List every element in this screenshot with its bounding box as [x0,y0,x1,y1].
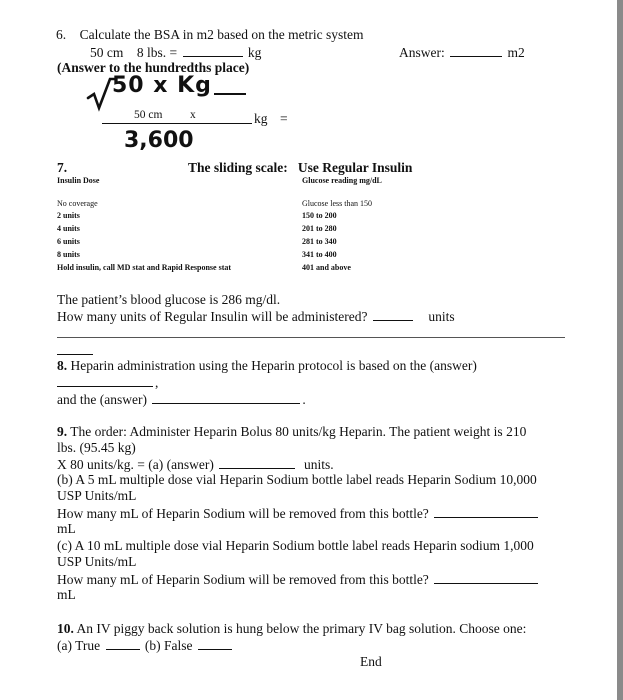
q6-kg-unit: kg [247,45,262,60]
q7-title [188,160,412,176]
q6-prompt: Calculate the BSA in m2 based on the metric system [79,27,364,42]
q6-precision-note: (Answer to the hundredths place) [57,60,250,75]
sliding-scale-row: 401 and above [302,263,351,272]
q9-line3 [57,456,334,473]
q8-answer2-blank[interactable] [152,391,300,404]
q8-number: 8. [57,358,68,373]
q8-text: Heparin administration using the Heparin protocol is based on the (answer) [70,358,477,373]
sliding-scale-row: 281 to 340 [302,237,337,246]
sliding-scale-row: Glucose less than 150 [302,199,372,208]
scrollbar[interactable] [617,0,623,700]
q9-a-answer-blank[interactable] [219,456,295,469]
q10-options [57,637,234,654]
q10-text: An IV piggy back solution is hung below the primary IV bag solution. Choose one: [76,621,527,636]
q6-formula-cm: 50 cm [134,109,163,121]
q9-line3a: X 80 units/kg. = (a) (answer) [57,457,214,472]
q7-unit: units [428,309,455,324]
q6-formula-x: x [190,109,196,121]
sliding-scale-row: 341 to 400 [302,250,337,259]
q6-formula-eq: = [280,111,288,126]
q6-formula-kg: kg [254,111,268,126]
q6-handwritten-dash [214,93,246,95]
sliding-scale-row: No coverage [57,199,98,208]
q9-line1-text: The order: Administer Heparin Bolus 80 units/kg Heparin. The patient weight is 210 [70,424,527,439]
q7-question-line [57,308,455,325]
q9-b-line2: USP Units/mL [57,488,137,503]
q7-separator [57,337,565,338]
sliding-scale-row: 8 units [57,250,80,259]
q8-answer1-blank[interactable] [57,374,153,387]
q6-given-cm: 50 cm [90,45,124,60]
q10-true-blank[interactable] [106,637,140,650]
q9-c-unit: mL [57,587,76,602]
sliding-scale-row: 150 to 200 [302,211,337,220]
q8-line [57,358,477,374]
q8-period: . [302,392,306,407]
q7-number: 7. [57,160,68,175]
q7-title-prefix: The sliding scale: [188,160,288,175]
q9-b-question-line [57,505,540,522]
q6-given-lbs: 8 lbs. = [136,45,178,60]
q7-col-glucose-header: Glucose reading mg/dL [302,176,382,185]
q6-handwritten-bottom: 3,600 [124,128,194,153]
q9-c-line2: USP Units/mL [57,554,137,569]
q6-answer-line [399,44,525,61]
sliding-scale-row: Hold insulin, call MD stat and Rapid Response stat [57,263,232,272]
q9-b-answer-blank[interactable] [434,505,538,518]
sliding-scale-row: 2 units [57,211,80,220]
q9-line1 [57,424,526,440]
q8-answer1-line [57,374,158,391]
q10-number: 10. [57,621,74,636]
q6-answer-label: Answer: [399,45,445,60]
q9-number: 9. [57,424,68,439]
q6-prompt-line [56,27,363,43]
q10-line [57,621,526,637]
q7-title-main: Use Regular Insulin [297,160,413,175]
sliding-scale-row: 201 to 280 [302,224,337,233]
q10-option-false: (b) False [144,638,193,653]
q8-comma: , [155,375,159,390]
q7-short-blank[interactable] [57,354,93,355]
q10-option-true: (a) True [57,638,101,653]
q8-answer2-line [57,391,306,408]
q9-b-line1: (b) A 5 mL multiple dose vial Heparin Sodium bottle label reads Heparin Sodium 10,000 [57,472,537,487]
q7-col-dose-header: Insulin Dose [57,176,100,185]
q9-b-question: How many mL of Heparin Sodium will be removed from this bottle? [57,506,429,521]
q6-answer-blank[interactable] [450,44,502,57]
q9-c-line1: (c) A 10 mL multiple dose vial Heparin Sodium bottle label reads Heparin sodium 1,000 [57,538,534,553]
q9-c-answer-blank[interactable] [434,571,538,584]
q6-answer-unit: m2 [507,45,525,60]
q8-and-the: and the (answer) [57,392,147,407]
end-label: End [360,654,382,669]
q9-b-unit: mL [57,521,76,536]
q7-question: How many units of Regular Insulin will be administered? [57,309,368,324]
q9-c-question: How many mL of Heparin Sodium will be removed from this bottle? [57,572,429,587]
q6-fraction-bar [102,123,252,124]
q9-line2: lbs. (95.45 kg) [57,440,136,455]
q9-line3b: units. [303,457,334,472]
q9-c-question-line [57,571,540,588]
sliding-scale-row: 4 units [57,224,80,233]
sliding-scale-row: 6 units [57,237,80,246]
q10-false-blank[interactable] [198,637,232,650]
q6-kg-blank[interactable] [183,44,243,57]
q7-patient-line: The patient’s blood glucose is 286 mg/dl. [57,292,281,307]
q6-number: 6. [56,27,67,42]
q6-given-line [90,44,261,61]
q7-answer-blank[interactable] [373,308,413,321]
q6-handwritten-top: 50 x Kg [112,73,212,98]
